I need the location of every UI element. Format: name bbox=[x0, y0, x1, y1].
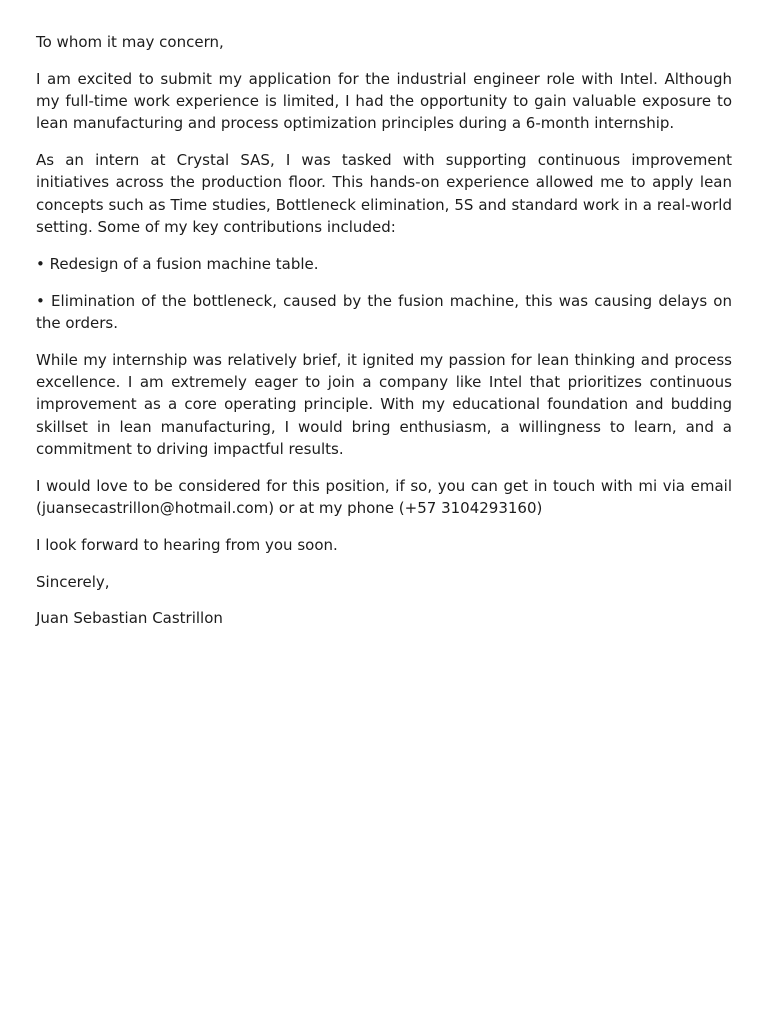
signature-name: Juan Sebastian Castrillon bbox=[36, 609, 223, 628]
cover-letter bbox=[36, 31, 732, 644]
motivation-paragraph: While my internship was relatively brief, it ignited my passion for lean thinking and process excellence. I am extremely eager to join a company like Intel that prioritizes continuous improvement as a core operating principle. With my educational foundation and budding skillset in lean manufacturing, I would bring enthusiasm, a willingness to learn, and a commitment to driving impactful results. bbox=[36, 350, 732, 458]
bullet-text: Elimination of the bottleneck, caused by the fusion machine, this was causing delays on the orders. bbox=[36, 291, 732, 332]
bullet-icon: • bbox=[36, 291, 45, 310]
list-item bbox=[36, 253, 732, 275]
bullet-text: Redesign of a fusion machine table. bbox=[49, 254, 319, 273]
bullet-icon: • bbox=[36, 254, 45, 273]
intro-paragraph: I am excited to submit my application for the industrial engineer role with Intel. Although my full-time work experience is limited, I had the opportunity to gain valuable exposure to lean manufacturing and process optimization principles during a 6-month internship. bbox=[36, 69, 732, 133]
salutation: To whom it may concern, bbox=[36, 33, 224, 51]
closing-paragraph: I look forward to hearing from you soon. bbox=[36, 535, 338, 554]
list-item bbox=[36, 290, 732, 335]
internship-paragraph: As an intern at Crystal SAS, I was tasked with supporting continuous improvement initiatives across the production floor. This hands-on experience allowed me to apply lean concepts such as Time studies, Bottleneck elimination, 5S and standard work in a real-world setting. Some of my key contributions included: bbox=[36, 151, 732, 237]
contact-paragraph: I would love to be considered for this position, if so, you can get in touch with mi via email (juansecastrillon@hotmail.com) or at my phone (+57 3104293160) bbox=[36, 476, 732, 518]
signoff: Sincerely, bbox=[36, 572, 110, 591]
